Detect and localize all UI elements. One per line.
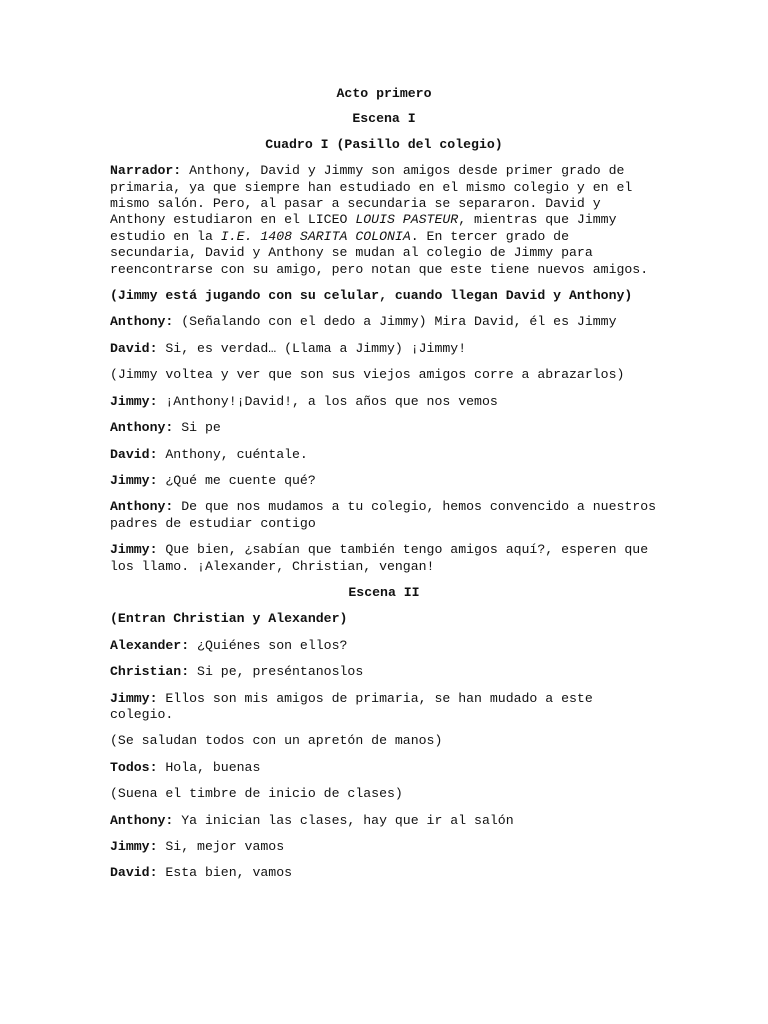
tableau-heading: Cuadro I (Pasillo del colegio) [265,136,503,152]
speaker-name: David: [110,340,158,356]
speaker-name: David: [110,865,158,881]
speaker-name: Anthony: [110,499,174,515]
narrator-text-a: Anthony, David y Jimmy son amigos desde primer grado de primaria, ya que siempre han estudiado en el mismo colegio y en el mismo salón. Pero, al pasar a secundaria se separaron. David y Anthony estudiaron en el LICEO [110,163,633,228]
speaker-name: Alexander: [110,637,190,653]
speaker-name: Jimmy: [110,690,158,706]
school-name-1: LOUIS PASTEUR [355,212,459,228]
speaker-name: Christian: [110,664,190,680]
dialog-text: Si pe [173,420,221,436]
speaker-name: Jimmy: [110,472,158,488]
stage-direction: (Suena el timbre de inicio de clases) [110,786,403,802]
dialog-line [110,865,658,881]
scene-1-lines [110,288,658,575]
dialog-text: Anthony, cuéntale. [157,446,308,462]
dialog-text: Hola, buenas [157,759,261,775]
speaker-name: Anthony: [110,314,174,330]
dialog-line [110,499,658,532]
stage-direction: (Entran Christian y Alexander) [110,611,348,627]
narrator-paragraph [110,163,658,278]
dialog-line [110,394,658,410]
dialog-text: (Señalando con el dedo a Jimmy) Mira David, él es Jimmy [173,314,617,330]
dialog-line [110,813,658,829]
dialog-text: ¿Qué me cuente qué? [157,472,316,488]
dialog-line [110,314,658,330]
act-heading: Acto primero [336,86,432,101]
stage-direction: (Jimmy está jugando con su celular, cuando llegan David y Anthony) [110,288,633,304]
dialog-line [110,447,658,463]
dialog-line [110,760,658,776]
speaker-name: Anthony: [110,420,174,436]
dialog-line [110,638,658,654]
speaker-name: Jimmy: [110,542,158,558]
scene-2-lines [110,611,658,881]
speaker-name: Todos: [110,759,158,775]
dialog-text: Si, mejor vamos [157,839,285,854]
scene-heading-2: Escena II [348,584,420,600]
speaker-name: Jimmy: [110,393,158,409]
dialog-line [110,542,658,575]
dialog-text: Esta bien, vamos [157,865,293,881]
dialog-text: Ya inician las clases, hay que ir al salón [173,812,514,828]
dialog-line [110,664,658,680]
dialog-text: ¡Anthony!¡David!, a los años que nos vemos [157,393,498,409]
school-name-2: I.E. 1408 SARITA COLONIA [220,228,411,244]
dialog-line [110,420,658,436]
narrator-text-b: , mientras que Jimmy estudio en la [110,212,617,244]
dialog-text: Que bien, ¿sabían que también tengo amigos aquí?, esperen que los llamo. ¡Alexander, Christian, vengan! [110,542,649,574]
scene-heading-1: Escena I [352,111,416,127]
dialog-line [110,473,658,489]
dialog-text: De que nos mudamos a tu colegio, hemos convencido a nuestros padres de estudiar contigo [110,499,657,531]
dialog-line [110,691,658,724]
dialog-line [110,341,658,357]
speaker-name: David: [110,446,158,462]
stage-direction: (Jimmy voltea y ver que son sus viejos amigos corre a abrazarlos) [110,367,625,383]
script-page [110,86,658,892]
speaker-name: Jimmy: [110,839,158,854]
dialog-text: Si pe, preséntanoslos [189,664,364,680]
speaker-name: Narrador: [110,163,182,179]
dialog-line [110,839,658,855]
speaker-name: Anthony: [110,812,174,828]
dialog-text: Si, es verdad… (Llama a Jimmy) ¡Jimmy! [157,340,467,356]
dialog-text: ¿Quiénes son ellos? [189,637,348,653]
stage-direction: (Se saludan todos con un apretón de manos) [110,733,443,749]
dialog-text: Ellos son mis amigos de primaria, se han mudado a este colegio. [110,690,593,722]
narrator-text-c: . En tercer grado de secundaria, David y Anthony se mudan al colegio de Jimmy para reencontrarse con su amigo, pero notan que este tiene nuevos amigos. [110,228,649,277]
